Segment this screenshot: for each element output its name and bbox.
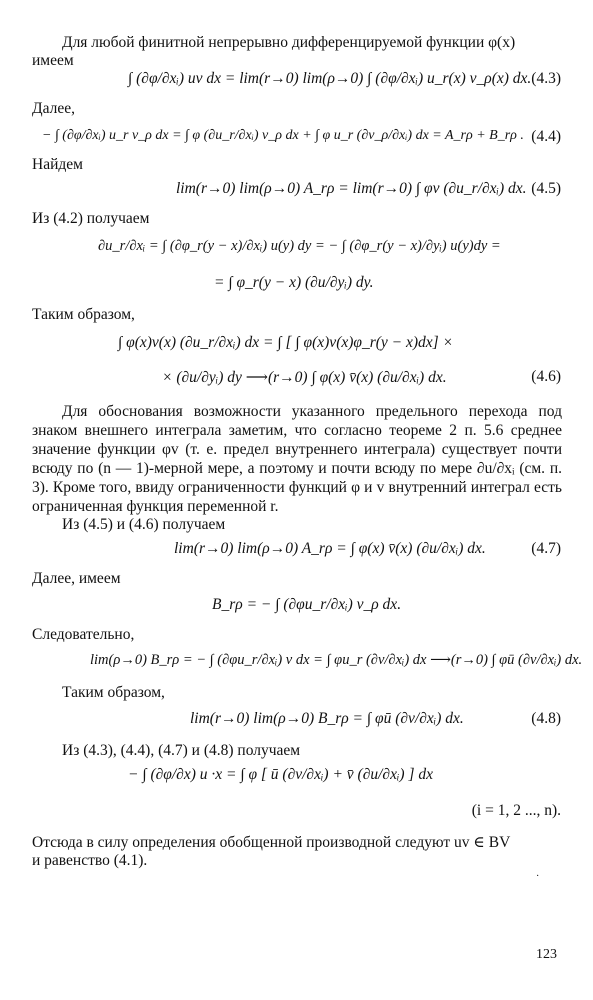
- stray-dot: ·: [536, 871, 540, 882]
- equation-number-4-4: (4.4): [531, 128, 561, 145]
- conclusion-line-2: и равенство (4.1).: [32, 852, 148, 869]
- intro-line-1: Для любой финитной непрерывно дифференцируемой функции φ(x): [62, 34, 516, 51]
- text-takim-obrazom-2: Таким образом,: [62, 684, 165, 701]
- equation-number-4-3: (4.3): [531, 70, 561, 87]
- text-dalee-imeem: Далее, имеем: [32, 570, 121, 587]
- equation-lim-b: lim(ρ→0) B_rρ = − ∫ (∂φu_r/∂xᵢ) v dx = ∫ φu_r (∂v/∂xᵢ) dx ⟶(r→0) ∫ φū (∂v/∂xᵢ) dx.: [90, 652, 583, 668]
- equation-final: − ∫ (∂φ/∂x) u ·x = ∫ φ [ ū (∂v/∂xᵢ) + v̄ (∂u/∂xᵢ) ] dx: [128, 766, 433, 783]
- equation-from-4-2-line-2: = ∫ φ_r(y − x) (∂u/∂yᵢ) dy.: [214, 274, 374, 291]
- text-naidem: Найдем: [32, 156, 83, 173]
- conclusion-line-1: Отсюда в силу определения обобщенной производной следуют uv ∈ BV: [32, 834, 511, 851]
- equation-4-7: lim(r→0) lim(ρ→0) A_rρ = ∫ φ(x) v̄(x) (∂u/∂xᵢ) dx.: [174, 540, 486, 557]
- text-sledovatelno: Следовательно,: [32, 626, 135, 643]
- equation-number-4-6: (4.6): [531, 368, 561, 385]
- text-takim-obrazom-1: Таким образом,: [32, 306, 135, 323]
- equation-4-8: lim(r→0) lim(ρ→0) B_rρ = ∫ φū (∂v/∂xᵢ) dx.: [190, 710, 464, 727]
- equation-b-r-rho: B_rρ = − ∫ (∂φu_r/∂xᵢ) v_ρ dx.: [212, 596, 402, 613]
- text-from-4-2: Из (4.2) получаем: [32, 210, 150, 227]
- equation-from-4-2-line-1: ∂u_r/∂xᵢ = ∫ (∂φ_r(y − x)/∂xᵢ) u(y) dy = − ∫ (∂φ_r(y − x)/∂yᵢ) u(y)dy =: [98, 238, 501, 254]
- equation-4-6-line-2: × (∂u/∂yᵢ) dy ⟶(r→0) ∫ φ(x) v̄(x) (∂u/∂xᵢ) dx.: [162, 369, 447, 386]
- text-from-all: Из (4.3), (4.4), (4.7) и (4.8) получаем: [62, 742, 301, 759]
- equation-4-3: ∫ (∂φ/∂xᵢ) uv dx = lim(r→0) lim(ρ→0) ∫ (∂φ/∂xᵢ) u_r(x) v_ρ(x) dx.: [128, 70, 532, 87]
- equation-number-4-7: (4.7): [531, 540, 561, 557]
- equation-number-4-8: (4.8): [531, 710, 561, 727]
- text-from-4-5-4-6: Из (4.5) и (4.6) получаем: [62, 516, 226, 533]
- equation-4-6-line-1: ∫ φ(x)v(x) (∂u_r/∂xᵢ) dx = ∫ [ ∫ φ(x)v(x)φ_r(y − x)dx] ×: [118, 334, 454, 351]
- text-dalee: Далее,: [32, 100, 75, 117]
- equation-4-5: lim(r→0) lim(ρ→0) A_rρ = lim(r→0) ∫ φv (∂u_r/∂xᵢ) dx.: [176, 180, 527, 197]
- equation-4-4: − ∫ (∂φ/∂xᵢ) u_r v_ρ dx = ∫ φ (∂u_r/∂xᵢ) v_ρ dx + ∫ φ u_r (∂v_ρ/∂xᵢ) dx = A_rρ + B_rρ .: [42, 128, 524, 143]
- equation-final-index: (i = 1, 2 ..., n).: [471, 802, 561, 819]
- page-number: 123: [536, 947, 557, 962]
- equation-number-4-5: (4.5): [531, 180, 561, 197]
- intro-line-2: имеем: [32, 52, 74, 69]
- paragraph-justification: Для обоснования возможности указанного предельного перехода под знаком внешнего интеграла заметим, что согласно теореме 2 п. 5.6 среднее значение функции φv (т. е. предел внутреннего интеграла) существует почти всюду по (n — 1)-мерной мере, а поэтому и почти всюду по мере ∂u/∂xᵢ (см. п. 3). Кроме того, ввиду ограниченности функций φ и v внутренний интеграл есть ограниченная функция переменной r.: [32, 403, 562, 515]
